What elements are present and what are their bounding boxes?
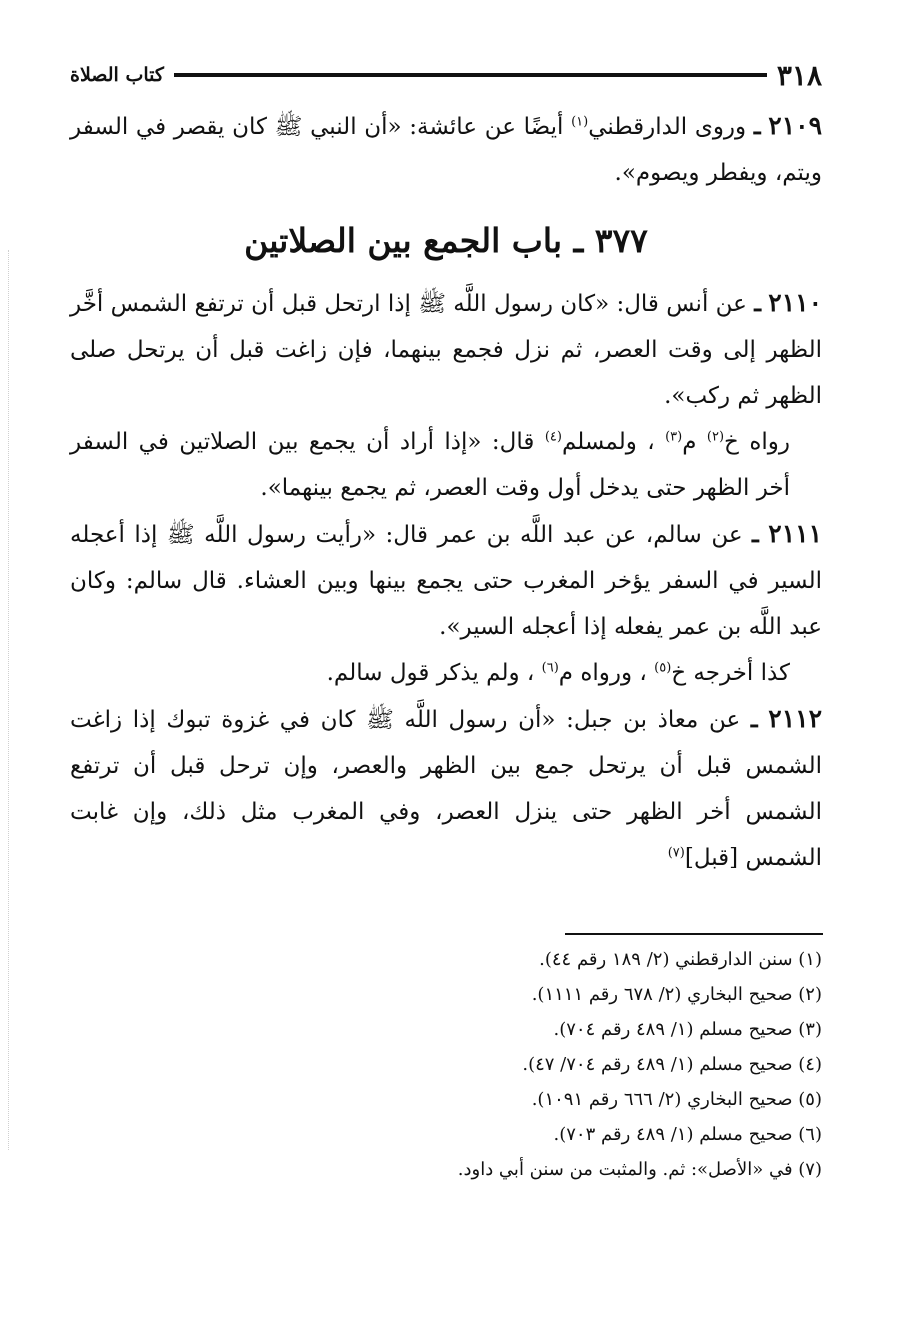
hadith-text: عن سالم، عن عبد اللَّه بن عمر قال: «رأيت رسول اللَّه ﷺ إذا أعجله السير في السفر يؤخر المغرب حتى يجمع بينها وبين العشاء. قال سالم: وكان عبد اللَّه بن عمر يفعله إذا أعجله السير».	[70, 522, 822, 640]
hadith-number: ٢١١٠	[768, 288, 822, 317]
chapter-title: ٣٧٧ ـ باب الجمع بين الصلاتين	[244, 221, 648, 260]
riwaya-text: ، ورواه م	[558, 660, 655, 686]
hadith-2109	[70, 103, 822, 196]
hadith-number: ٢١٠٩	[768, 111, 822, 140]
riwaya-text: م	[682, 429, 707, 455]
header-rule	[174, 73, 767, 77]
dash-separator: ـ	[752, 521, 759, 548]
riwaya-text: ، ولمسلم	[561, 429, 666, 455]
scan-edge-mark	[8, 250, 9, 1150]
footnotes-list	[340, 942, 822, 1187]
dash-separator: ـ	[753, 113, 761, 140]
footnote-item: (٤) صحيح مسلم (١/ ٤٨٩ رقم ٧٠٤/ ٤٧).	[522, 1054, 822, 1075]
footnote-rule	[565, 933, 823, 935]
riwaya-2110	[70, 419, 822, 511]
book-page	[70, 55, 822, 881]
dash-separator: ـ	[750, 706, 758, 733]
hadith-2112	[70, 696, 822, 881]
hadith-number: ٢١١١	[768, 519, 823, 548]
footnote-ref[interactable]: (١)	[571, 114, 589, 130]
riwaya-text: قال: «إذا أراد أن يجمع بين الصلاتين في السفر أخر الظهر حتى يدخل أول وقت العصر، ثم يجمع بينهما».	[70, 429, 790, 501]
page-number: ٣١٨	[776, 58, 822, 92]
footnote-item: (٧) في «الأصل»: ثم. والمثبت من سنن أبي داود.	[457, 1159, 822, 1180]
footnote-item: (٣) صحيح مسلم (١/ ٤٨٩ رقم ٧٠٤).	[553, 1019, 822, 1040]
riwaya-text: ، ولم يذكر قول سالم.	[326, 660, 542, 686]
hadith-text: عن معاذ بن جبل: «أن رسول اللَّه ﷺ كان في غزوة تبوك إذا زاغت الشمس قبل أن يرتحل جمع بين الظهر والعصر، وإن ترحل قبل أن ترتفع الشمس أخر الظهر حتى ينزل العصر، وفي المغرب مثل ذلك، وإن غابت الشمس [قبل]	[70, 707, 822, 871]
footnote-item: (٦) صحيح مسلم (١/ ٤٨٩ رقم ٧٠٣).	[553, 1124, 822, 1145]
footnote-item: (٥) صحيح البخاري (٢/ ٦٦٦ رقم ١٠٩١).	[531, 1089, 822, 1110]
riwaya-text: كذا أخرجه خ	[671, 660, 790, 686]
footnote-ref[interactable]: (٦)	[541, 660, 559, 676]
footnote-ref[interactable]: (٧)	[667, 845, 685, 861]
hadith-2111	[70, 511, 822, 650]
footnote-ref[interactable]: (٤)	[544, 429, 562, 445]
hadith-text: أيضًا عن عائشة: «أن النبي ﷺ كان يقصر في السفر ويتم، ويفطر ويصوم».	[70, 114, 822, 186]
riwaya-2111	[70, 650, 822, 696]
hadith-text: وروى الدارقطني	[588, 114, 747, 140]
running-title: كتاب الصلاة	[70, 64, 164, 86]
hadith-2110	[70, 280, 822, 419]
hadith-number: ٢١١٢	[768, 704, 822, 733]
riwaya-text: رواه خ	[724, 429, 790, 455]
hadith-text: عن أنس قال: «كان رسول اللَّه ﷺ إذا ارتحل قبل أن ترتفع الشمس أخَّر الظهر إلى وقت العصر، ثم نزل فجمع بينهما، فإن زاغت قبل أن يرتحل صلى الظهر ثم ركب».	[70, 291, 822, 409]
footnote-ref[interactable]: (٥)	[654, 660, 672, 676]
page-header	[70, 55, 822, 95]
footnote-item: (٢) صحيح البخاري (٢/ ٦٧٨ رقم ١١١١).	[531, 984, 822, 1005]
footnote-ref[interactable]: (٢)	[706, 429, 725, 445]
footnote-ref[interactable]: (٣)	[665, 429, 683, 445]
dash-separator: ـ	[754, 290, 761, 317]
footnote-item: (١) سنن الدارقطني (٢/ ١٨٩ رقم ٤٤).	[539, 949, 822, 970]
